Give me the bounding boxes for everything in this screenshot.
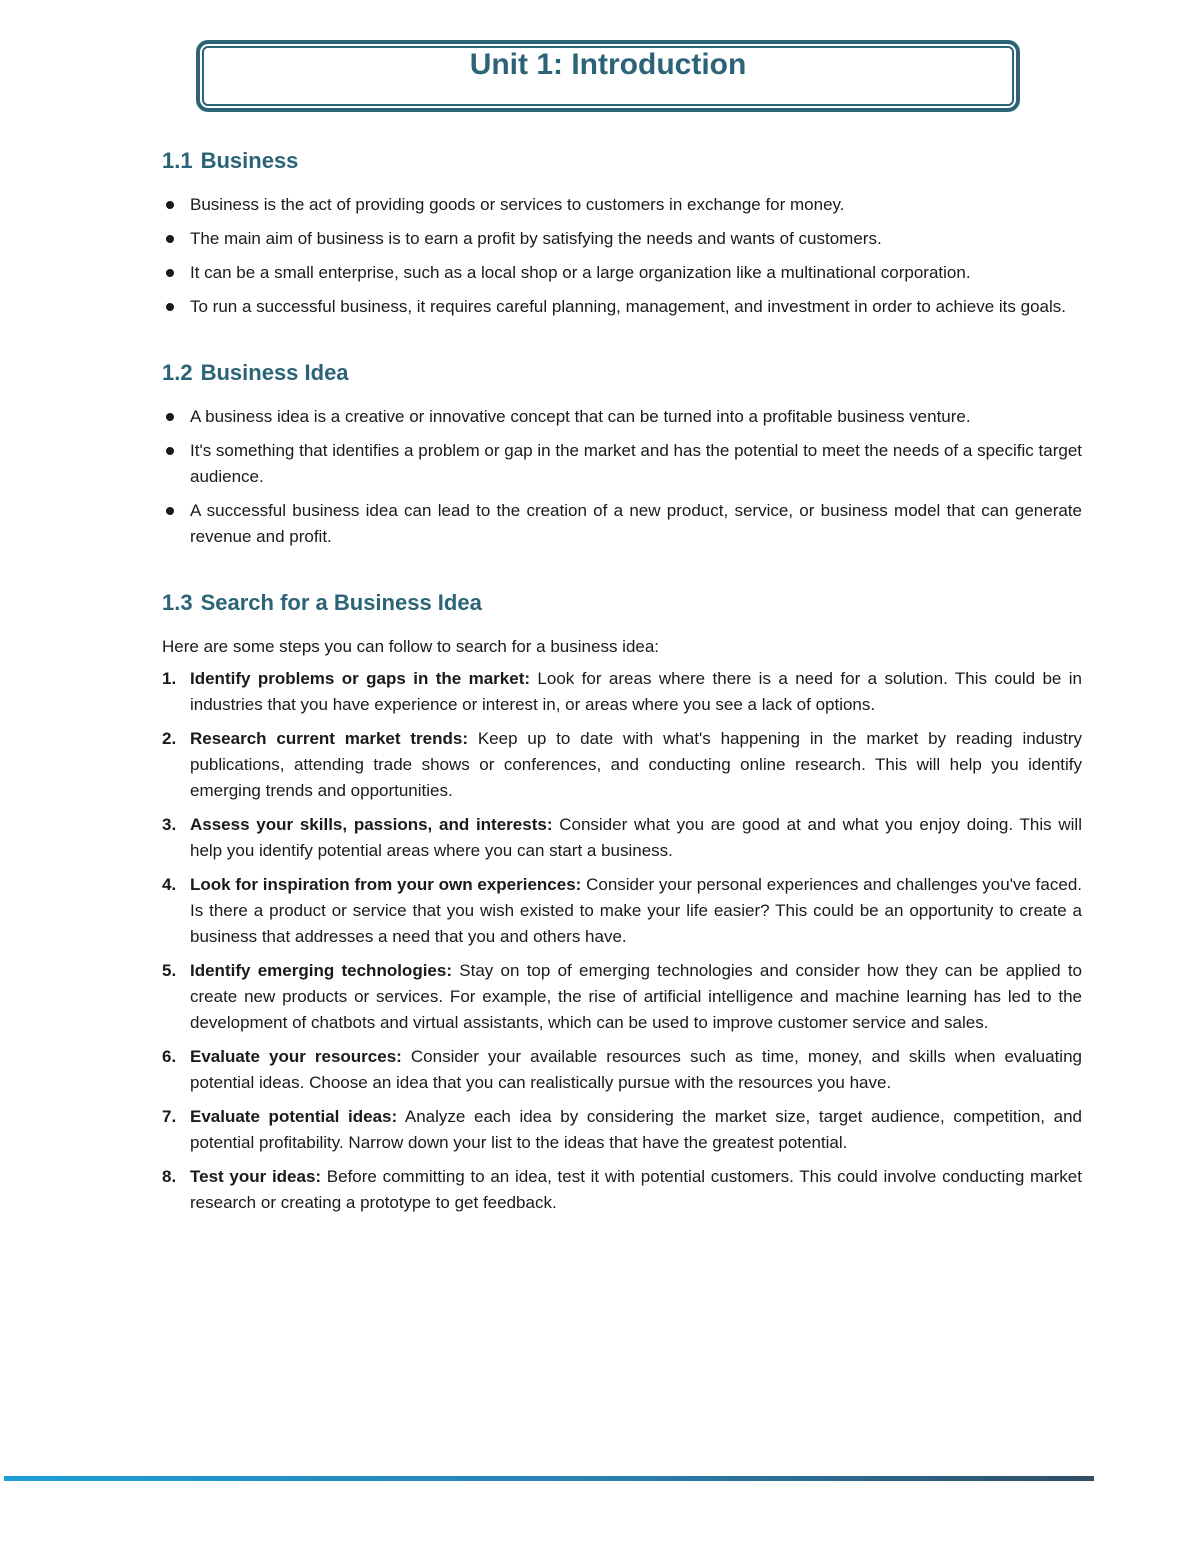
list-item (162, 294, 1082, 320)
section-title: Business Idea (200, 360, 349, 385)
step-number: 3. (162, 815, 177, 834)
list-item (162, 666, 1082, 718)
section-heading (162, 360, 1082, 386)
bullet-icon (166, 269, 174, 277)
list-item (162, 226, 1082, 252)
step-text: Keep up to date with what's happening in the market by reading industry publications, attending trade shows or conferences, and conducting online research. This will help you identify emerging trends and opportunities. (190, 729, 1082, 800)
title-box (196, 40, 1020, 112)
step-title: Evaluate potential ideas: (190, 1107, 398, 1126)
step-text: Consider what you are good at and what you enjoy doing. This will help you identify potential areas where you can start a business. (190, 815, 1082, 860)
step-text: Stay on top of emerging technologies and consider how they can be applied to create new products or services. For example, the rise of artificial intelligence and machine learning has led to the development of chatbots and virtual assistants, which can be used to improve customer service and sales. (190, 961, 1082, 1032)
list-item (162, 1044, 1082, 1096)
section-heading (162, 148, 1082, 174)
bullet-icon (166, 201, 174, 209)
list-item-text: To run a successful business, it requires careful planning, management, and investment in order to achieve its goals. (190, 297, 1066, 316)
step-number: 5. (162, 961, 177, 980)
step-text: Consider your personal experiences and challenges you've faced. Is there a product or service that you wish existed to make your life easier? This could be an opportunity to create a business that addresses a need that you and others have. (190, 875, 1082, 946)
list-item (162, 1164, 1082, 1216)
section-heading (162, 590, 1082, 616)
section-intro: Here are some steps you can follow to search for a business idea: (162, 637, 660, 656)
bullet-list (162, 192, 1082, 320)
list-item (162, 1104, 1082, 1156)
section-business (162, 148, 1082, 320)
list-item (162, 260, 1082, 286)
section-number: 1.1 (162, 148, 193, 173)
section-number: 1.2 (162, 360, 193, 385)
step-title: Identify emerging technologies: (190, 961, 452, 980)
bullet-icon (166, 303, 174, 311)
step-number: 7. (162, 1107, 177, 1126)
bullet-list (162, 404, 1082, 550)
step-text: Before committing to an idea, test it with potential customers. This could involve conducting market research or creating a prototype to get feedback. (190, 1167, 1082, 1212)
section-title: Search for a Business Idea (200, 590, 482, 615)
step-title: Look for inspiration from your own experiences: (190, 875, 582, 894)
footer-divider (4, 1476, 1094, 1481)
document-body (162, 148, 1082, 1224)
step-number: 4. (162, 875, 177, 894)
section-search-business-idea (162, 590, 1082, 1216)
list-item-text: A successful business idea can lead to the creation of a new product, service, or business model that can generate revenue and profit. (190, 501, 1082, 546)
bullet-icon (166, 507, 174, 515)
list-item (162, 438, 1082, 490)
section-business-idea (162, 360, 1082, 550)
list-item (162, 498, 1082, 550)
step-number: 8. (162, 1167, 177, 1186)
step-text: Look for areas where there is a need for a solution. This could be in industries that you have experience or interest in, or areas where you see a lack of options. (190, 669, 1082, 714)
bullet-icon (166, 235, 174, 243)
list-item-text: A business idea is a creative or innovative concept that can be turned into a profitable business venture. (190, 407, 971, 426)
step-text: Consider your available resources such as time, money, and skills when evaluating potential ideas. Choose an idea that you can realistically pursue with the resources you have. (190, 1047, 1082, 1092)
step-title: Research current market trends: (190, 729, 468, 748)
list-item (162, 404, 1082, 430)
step-title: Assess your skills, passions, and interests: (190, 815, 553, 834)
section-title: Business (200, 148, 299, 173)
step-title: Test your ideas: (190, 1167, 322, 1186)
list-item (162, 812, 1082, 864)
list-item-text: Business is the act of providing goods or services to customers in exchange for money. (190, 195, 845, 214)
page-title: Unit 1: Introduction (469, 48, 747, 81)
list-item (162, 872, 1082, 950)
step-number: 6. (162, 1047, 177, 1066)
section-number: 1.3 (162, 590, 193, 615)
step-number: 2. (162, 729, 177, 748)
list-item-text: It's something that identifies a problem or gap in the market and has the potential to meet the needs of a specific target audience. (190, 441, 1082, 486)
bullet-icon (166, 447, 174, 455)
list-item (162, 192, 1082, 218)
list-item (162, 726, 1082, 804)
bullet-icon (166, 413, 174, 421)
step-text: Analyze each idea by considering the market size, target audience, competition, and potential profitability. Narrow down your list to the ideas that have the greatest potential. (190, 1107, 1082, 1152)
numbered-list (162, 666, 1082, 1216)
list-item-text: It can be a small enterprise, such as a local shop or a large organization like a multinational corporation. (190, 263, 971, 282)
step-title: Identify problems or gaps in the market: (190, 669, 531, 688)
list-item-text: The main aim of business is to earn a profit by satisfying the needs and wants of customers. (190, 229, 882, 248)
step-title: Evaluate your resources: (190, 1047, 402, 1066)
list-item (162, 958, 1082, 1036)
step-number: 1. (162, 669, 177, 688)
